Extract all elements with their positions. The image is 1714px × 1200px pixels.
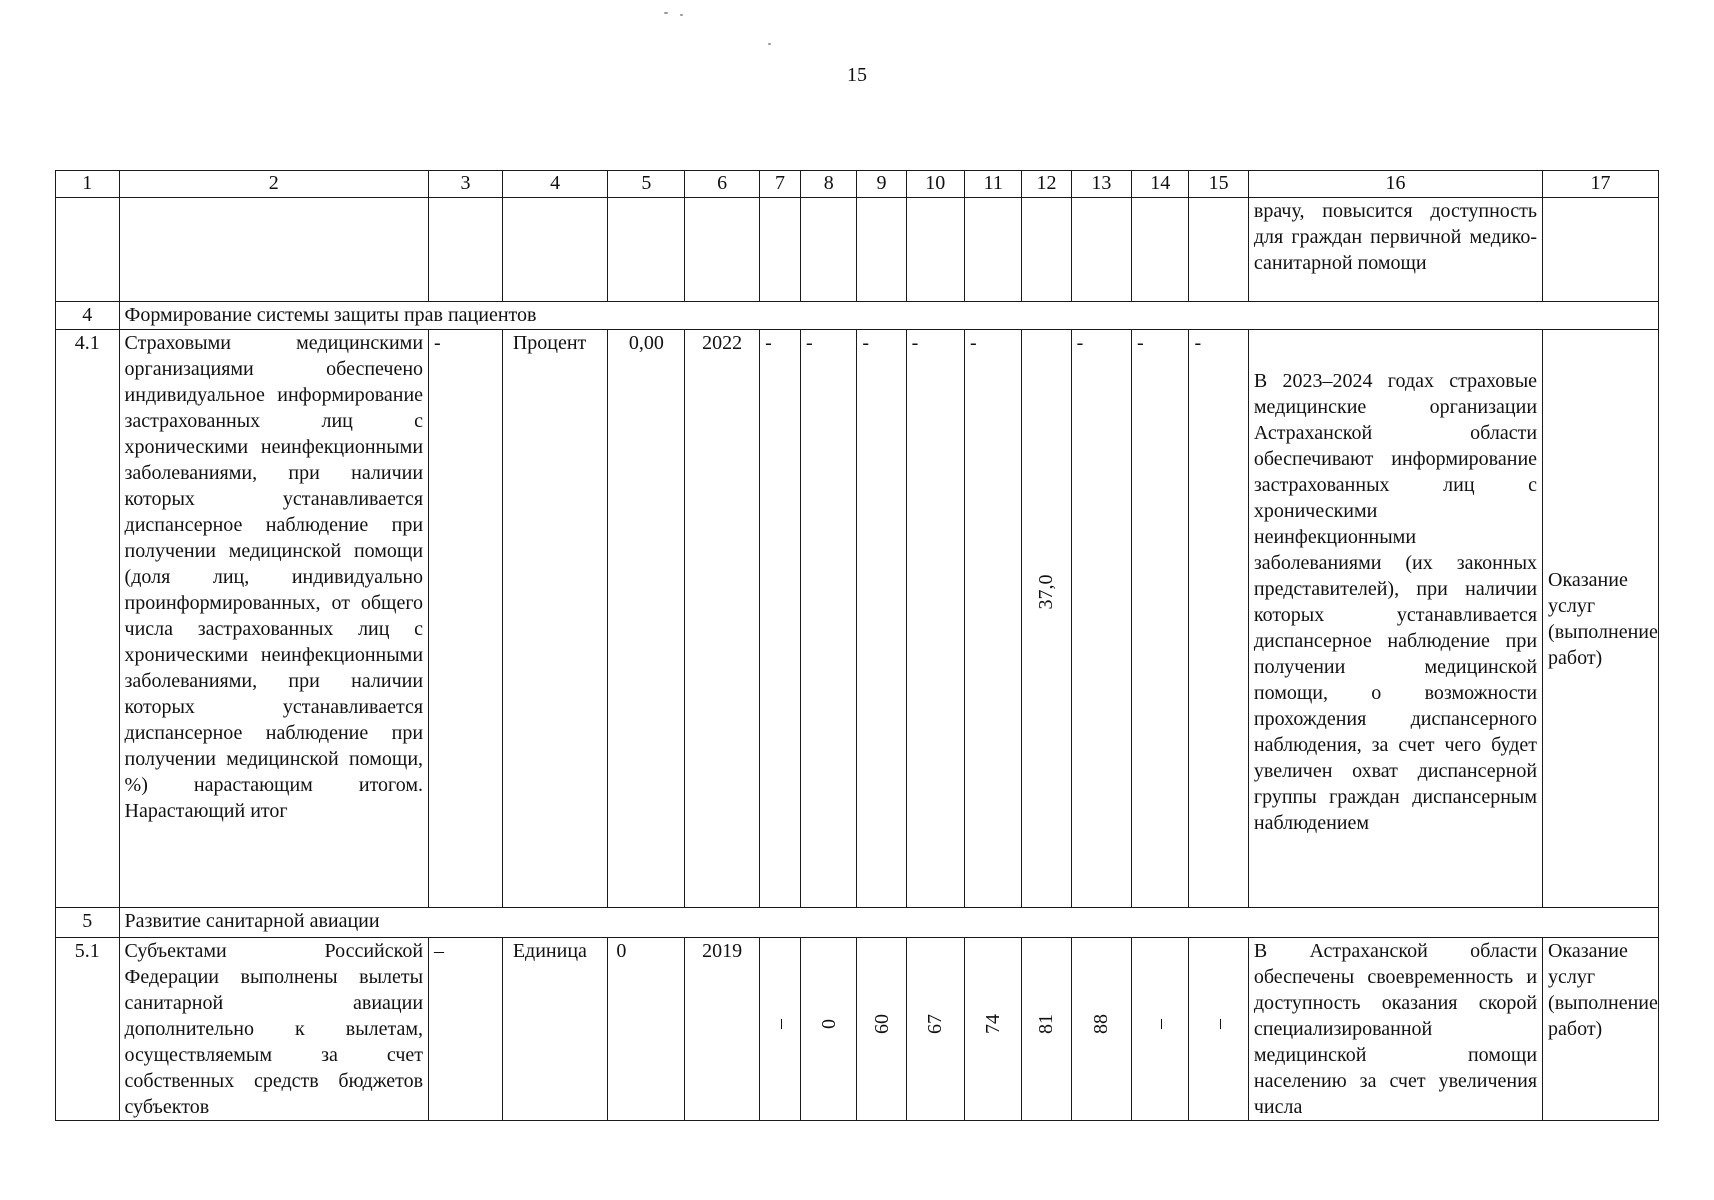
section-title: Развитие санитарной авиации — [119, 908, 1658, 938]
yearly-value-cell — [1189, 938, 1248, 1121]
column-number: 3 — [429, 171, 503, 198]
section-number: 4 — [56, 302, 120, 330]
target-value: 37,0 — [1035, 574, 1058, 610]
yearly-value-cell — [1071, 938, 1131, 1121]
scan-speck — [680, 14, 683, 16]
cell — [56, 198, 120, 302]
cell — [1543, 198, 1659, 302]
base-year: 2022 — [685, 330, 760, 908]
yearly-value-cell — [1132, 938, 1189, 1121]
result-type: Оказание услуг (выполнение работ) — [1543, 330, 1659, 908]
column-number: 7 — [760, 171, 801, 198]
cell — [1189, 198, 1248, 302]
yearly-value-cell — [801, 938, 857, 1121]
row-number: 4.1 — [56, 330, 120, 908]
base-value: 0 — [608, 938, 685, 1121]
column-number: 11 — [965, 171, 1022, 198]
result-type: Оказание услуг (выполнение работ) — [1543, 938, 1659, 1121]
cell-value: - — [1071, 330, 1131, 908]
column-number: 17 — [1543, 171, 1659, 198]
cell — [965, 198, 1022, 302]
column-number: 8 — [801, 171, 857, 198]
column-number: 2 — [119, 171, 429, 198]
column-number: 10 — [906, 171, 964, 198]
page-number: 15 — [847, 64, 867, 86]
section-row — [56, 302, 1659, 330]
column-number: 6 — [685, 171, 760, 198]
section-number: 5 — [56, 908, 120, 938]
yearly-value: – — [769, 1019, 792, 1029]
column-number: 13 — [1071, 171, 1131, 198]
section-row — [56, 908, 1659, 938]
cell — [685, 198, 760, 302]
column-number: 1 — [56, 171, 120, 198]
yearly-value: 0 — [817, 1019, 840, 1029]
cell-value: - — [760, 330, 801, 908]
yearly-value-cell — [857, 938, 906, 1121]
cell — [429, 198, 503, 302]
base-value: 0,00 — [608, 330, 685, 908]
cell — [801, 198, 857, 302]
table-row — [56, 330, 1659, 908]
row-number: 5.1 — [56, 938, 120, 1121]
column-number: 15 — [1189, 171, 1248, 198]
yearly-value-cell — [1022, 938, 1071, 1121]
indicator-name: Страховыми медицинскими организациями обеспечено индивидуальное информирование застрахованных лиц с хроническими неинфекционными заболеваниями, при наличии которых устанавливается диспансерное наблюдение при получении медицинской помощи (доля лиц, индивидуально проинформированных, от общего числа застрахованных лиц с хроническими неинфекционными заболеваниями, при наличии которых устанавливается диспансерное наблюдение при получении медицинской помощи, %) нарастающим итогом. Нарастающий итог — [119, 330, 429, 908]
cell-value: - — [965, 330, 1022, 908]
cell-value: - — [801, 330, 857, 908]
cell — [1132, 198, 1189, 302]
column-number: 9 — [857, 171, 906, 198]
yearly-value-cell — [760, 938, 801, 1121]
cell — [857, 198, 906, 302]
cell — [502, 198, 608, 302]
scan-speck — [768, 43, 771, 45]
base-year: 2019 — [685, 938, 760, 1121]
cell-value: - — [906, 330, 964, 908]
yearly-value: 60 — [870, 1014, 893, 1034]
cell — [1022, 198, 1071, 302]
column-number: 5 — [608, 171, 685, 198]
cell — [906, 198, 964, 302]
result-description: В Астраханской области обеспечены своевременность и доступность оказания скорой специализированной медицинской помощи населению за счет увеличения числа — [1248, 938, 1542, 1121]
column-number: 16 — [1248, 171, 1542, 198]
unit-of-measure: Процент — [502, 330, 608, 908]
cell-value: - — [429, 330, 503, 908]
result-description: В 2023–2024 годах страховые медицинские организации Астраханской области обеспечивают информирование застрахованных лиц с хроническими неинфекционными заболеваниями (их законных представителей), при наличии которых устанавливается диспансерное наблюдение при получении медицинской помощи, о возможности прохождения диспансерного наблюдения, за счет чего будет увеличен охват диспансерной группы граждан диспансерным наблюдением — [1248, 330, 1542, 908]
column-number-row — [56, 171, 1659, 198]
yearly-value: 88 — [1090, 1014, 1113, 1034]
cell-value: - — [857, 330, 906, 908]
cell — [608, 198, 685, 302]
cell — [1071, 198, 1131, 302]
continuation-row — [56, 198, 1659, 302]
scan-speck — [664, 12, 668, 14]
unit-of-measure: Единица — [502, 938, 608, 1121]
section-title: Формирование системы защиты прав пациентов — [119, 302, 1658, 330]
yearly-value-cell — [965, 938, 1022, 1121]
table-row — [56, 938, 1659, 1121]
column-number: 4 — [502, 171, 608, 198]
program-table — [55, 170, 1659, 1121]
result-continuation-text: врачу, повысится доступность для граждан первичной медико-санитарной помощи — [1248, 198, 1542, 302]
yearly-value-cell — [906, 938, 964, 1121]
column-number: 12 — [1022, 171, 1071, 198]
cell-value: - — [1189, 330, 1248, 908]
yearly-value: 67 — [924, 1014, 947, 1034]
yearly-value: 81 — [1035, 1014, 1058, 1034]
cell — [760, 198, 801, 302]
target-value-cell — [1022, 330, 1071, 908]
yearly-value: – — [1207, 1019, 1230, 1029]
cell — [119, 198, 429, 302]
cell-value: – — [429, 938, 503, 1121]
yearly-value: – — [1149, 1019, 1172, 1029]
cell-value: - — [1132, 330, 1189, 908]
indicator-name: Субъектами Российской Федерации выполнены вылеты санитарной авиации дополнительно к вылетам, осуществляемым за счет собственных средств бюджетов субъектов — [119, 938, 429, 1121]
yearly-value: 74 — [982, 1014, 1005, 1034]
column-number: 14 — [1132, 171, 1189, 198]
